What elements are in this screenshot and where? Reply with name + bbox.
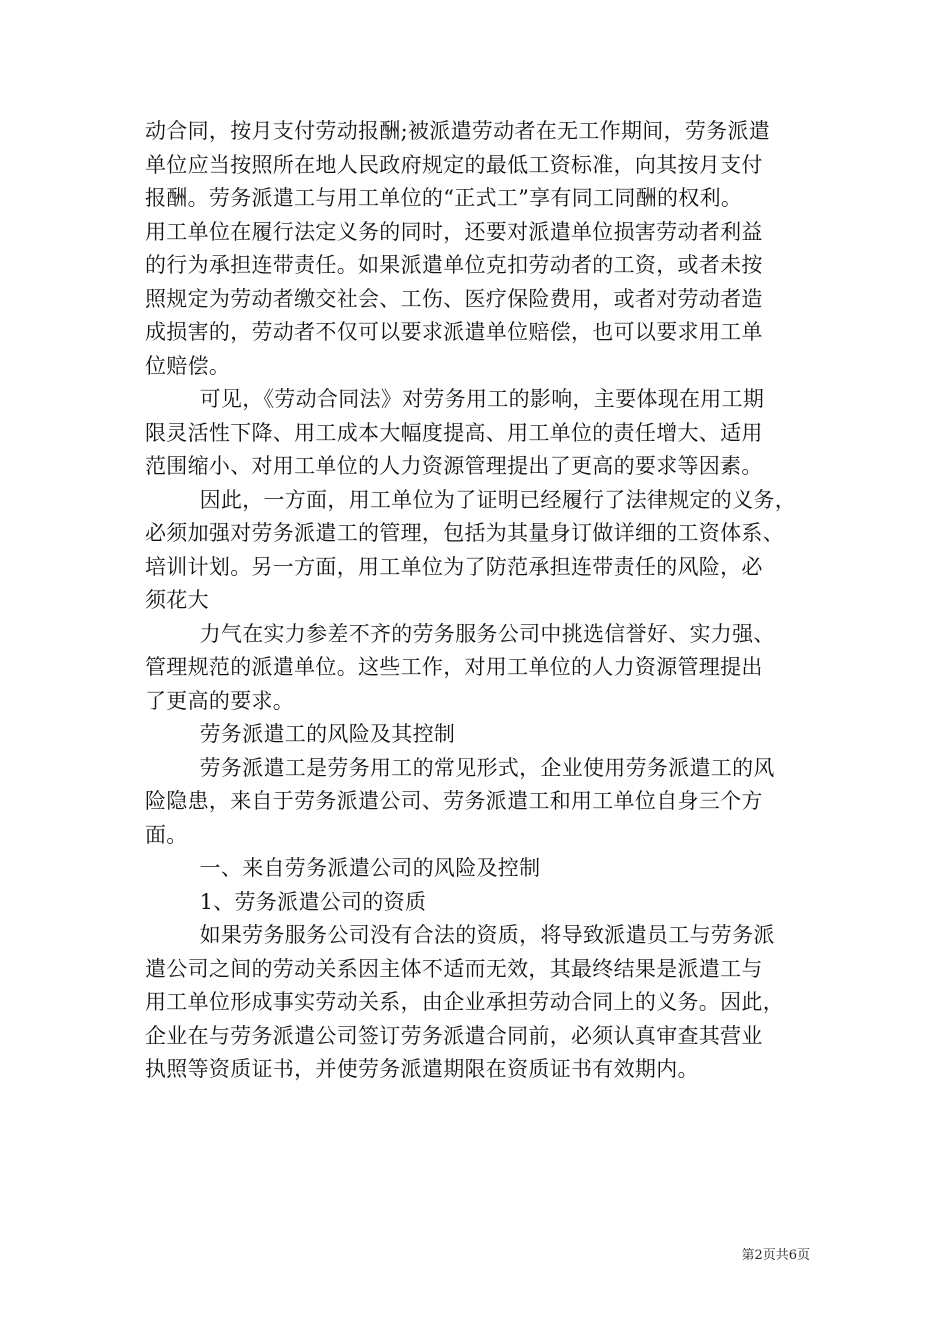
page-number: 第2页共6页 [741, 1248, 810, 1263]
text-line: 单位应当按照所在地人民政府规定的最低工资标准，向其按月支付 [145, 152, 763, 177]
text-line: 限灵活性下降、用工成本大幅度提高、用工单位的责任增大、适用 [145, 420, 763, 445]
text-line: 成损害的，劳动者不仅可以要求派遣单位赔偿，也可以要求用工单 [145, 320, 763, 344]
text-line: 面。 [145, 822, 188, 847]
text-line: 险隐患，来自于劳务派遣公司、劳务派遣工和用工单位自身三个方 [145, 789, 763, 813]
text-line: 如果劳务服务公司没有合法的资质，将导致派遣员工与劳务派 [199, 923, 775, 947]
text-line: 的行为承担连带责任。如果派遣单位克扣劳动者的工资，或者未按 [145, 253, 763, 277]
text-line: 因此，一方面，用工单位为了证明已经履行了法律规定的义务， [199, 487, 796, 512]
paragraph-3 [145, 484, 809, 618]
text-line: 必须加强对劳务派遣工的管理，包括为其量身订做详细的工资体系、 [145, 521, 784, 545]
text-line: 范围缩小、对用工单位的人力资源管理提出了更高的要求等因素。 [145, 454, 763, 478]
text-line: 用工单位形成事实劳动关系，由企业承担劳动合同上的义务。因此， [145, 990, 784, 1014]
text-line: 遣公司之间的劳动关系因主体不适而无效，其最终结果是派遣工与 [145, 956, 763, 981]
text-line: 了更高的要求。 [145, 688, 295, 713]
text-line: 照规定为劳动者缴交社会、工伤、医疗保险费用，或者对劳动者造 [145, 286, 763, 311]
subsection-heading [145, 852, 809, 886]
paragraph-5 [145, 752, 809, 853]
text-line: 位赔偿。 [145, 353, 231, 378]
item-heading [145, 886, 809, 920]
text-line: 培训计划。另一方面，用工单位为了防范承担连带责任的风险，必 [145, 554, 763, 579]
paragraph-1 [145, 115, 809, 383]
paragraph-2 [145, 383, 809, 484]
text-line: 劳务派遣工的风险及其控制 [199, 722, 456, 746]
paragraph-6 [145, 919, 809, 1087]
text-line: 用工单位在履行法定义务的同时，还要对派遣单位损害劳动者利益 [145, 219, 763, 244]
paragraph-4 [145, 618, 809, 719]
document-body [145, 115, 809, 1087]
text-line: 报酬。劳务派遣工与用工单位的“正式工”享有同工同酬的权利。 [145, 186, 743, 210]
text-line: 1、劳务派遣公司的资质 [199, 889, 427, 914]
text-line: 劳务派遣工是劳务用工的常见形式，企业使用劳务派遣工的风 [199, 755, 775, 780]
text-line: 须花大 [145, 588, 209, 612]
text-line: 一、来自劳务派遣公司的风险及控制 [199, 856, 541, 880]
text-line: 动合同，按月支付劳动报酬;被派遣劳动者在无工作期间，劳务派遣 [145, 119, 771, 143]
text-line: 执照等资质证书，并使劳务派遣期限在资质证书有效期内。 [145, 1057, 699, 1081]
text-line: 企业在与劳务派遣公司签订劳务派遣合同前，必须认真审查其营业 [145, 1023, 763, 1048]
text-line: 力气在实力参差不齐的劳务服务公司中挑选信誉好、实力强、 [199, 621, 775, 646]
text-line: 可见，《劳动合同法》对劳务用工的影响，主要体现在用工期 [199, 387, 765, 411]
section-heading [145, 718, 809, 752]
text-line: 管理规范的派遣单位。这些工作，对用工单位的人力资源管理提出 [145, 655, 763, 679]
